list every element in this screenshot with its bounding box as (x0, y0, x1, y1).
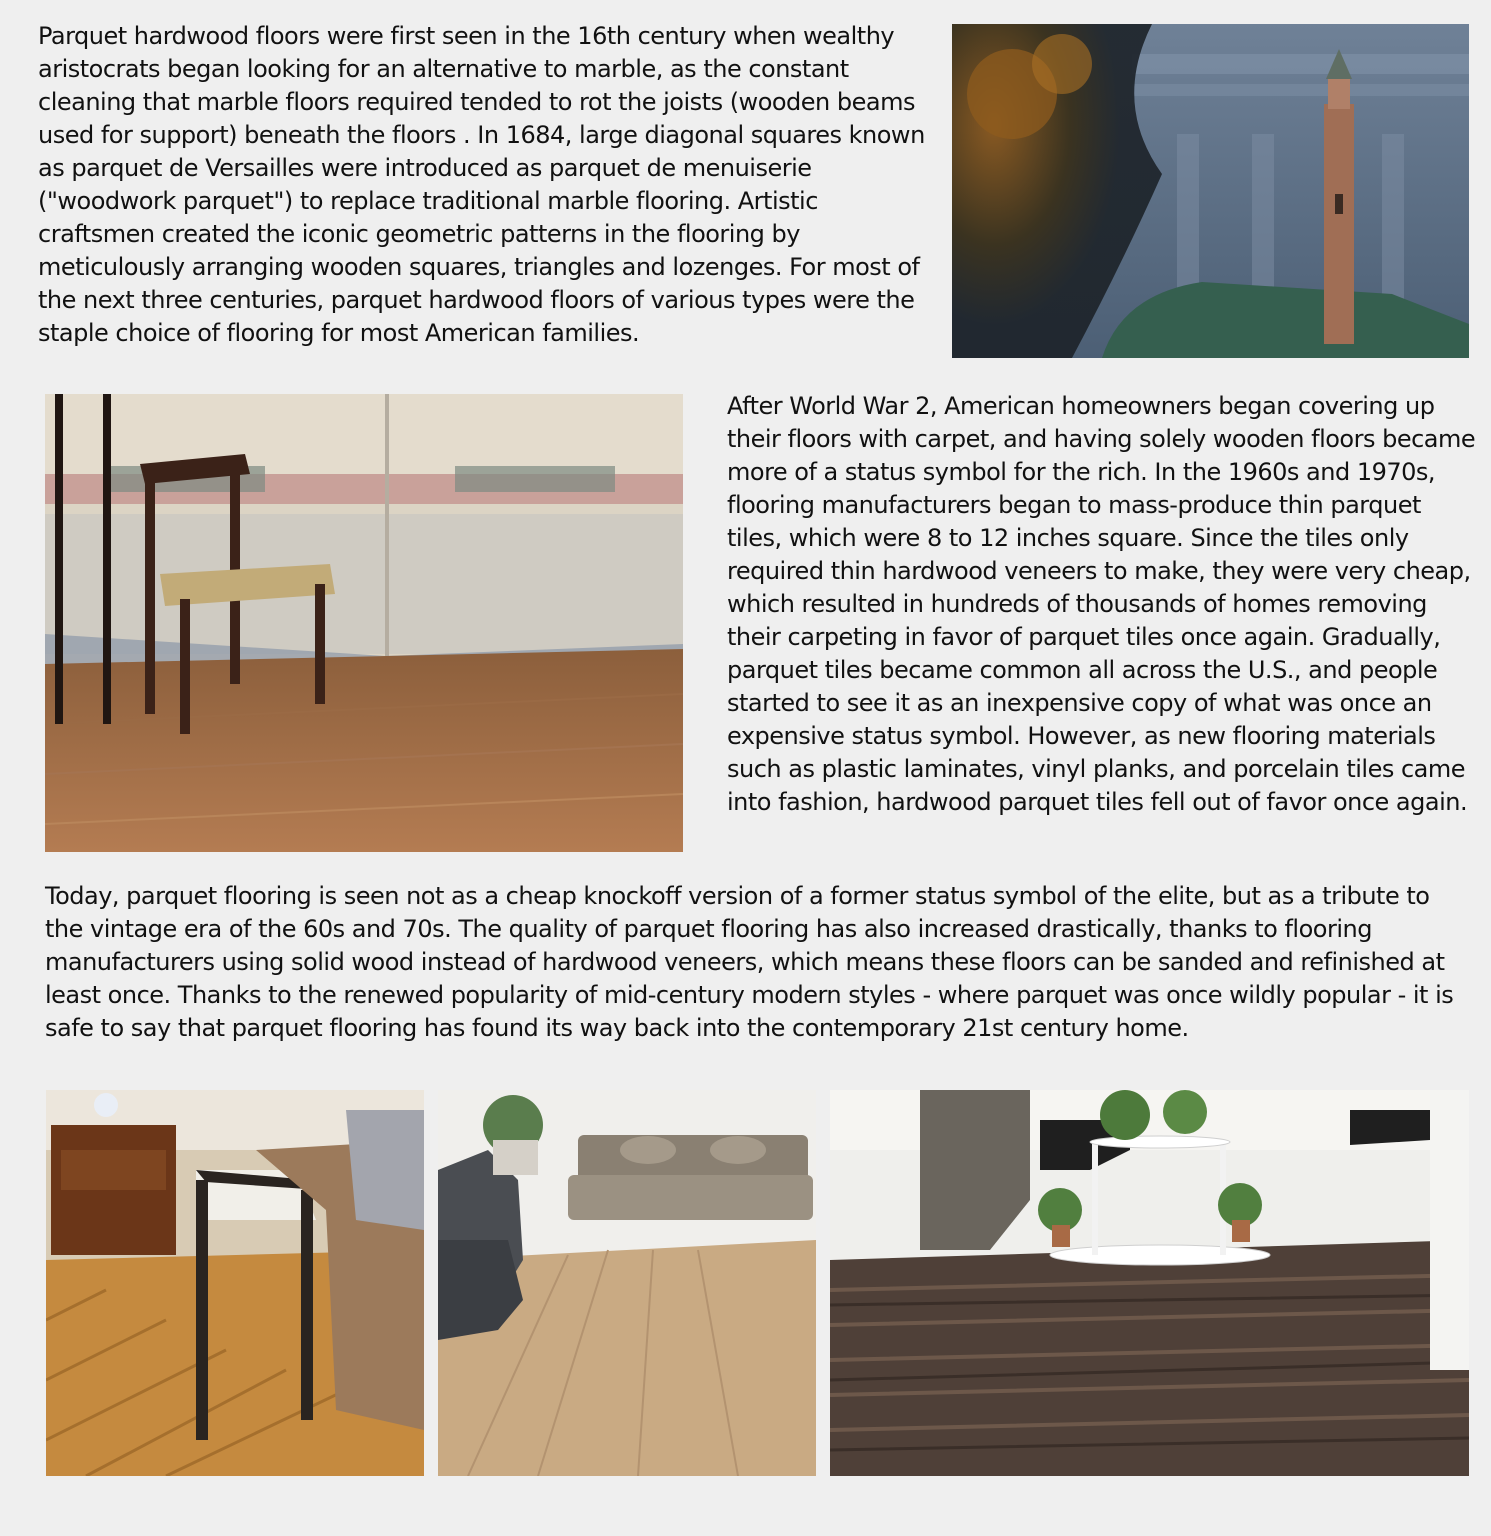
plant-stand-dark-floor-photo (830, 1090, 1469, 1476)
postwar-paragraph: After World War 2, American homeowners began covering up their floors with carpet, and having solely wooden floors became more of a status symbol for the rich. In the 1960s and 1970s, flooring manufacturers began to mass-produce thin parquet tiles, which were 8 to 12 inches square. Since the tiles only required thin hardwood veneers to make, they were very cheap, which resulted in hundreds of thousands of homes removing their carpeting in favor of parquet tiles once again. Gradually, parquet tiles became common all across the U.S., and people started to see it as an inexpensive copy of what was once an expensive status symbol. However, as new flooring materials such as plastic laminates, vinyl planks, and porcelain tiles came into fashion, hardwood parquet tiles fell out of favor once again. (727, 392, 1476, 816)
today-paragraph: Today, parquet flooring is seen not as a cheap knockoff version of a former status symbol of the elite, but as a tribute to the vintage era of the 60s and 70s. The quality of parquet flooring has also increased drastically, thanks to flooring manufacturers using solid wood instead of hardwood veneers, which means these floors can be sanded and refinished at least once. Thanks to the renewed popularity of mid-century modern styles - where parquet was once wildly popular - it is safe to say that parquet flooring has found its way back into the contemporary 21st century home. (45, 882, 1454, 1042)
herringbone-living-room-photo (46, 1090, 424, 1476)
antique-chair-room-photo (45, 394, 683, 852)
history-paragraph: Parquet hardwood floors were first seen in the 16th century when wealthy aristocrats began looking for an alternative to marble, as the constant cleaning that marble floors required tended to rot the joists (wooden beams used for support) beneath the floors . In 1684, large diagonal squares known as parquet de Versailles were introduced as parquet de menuiserie ("woodwork parquet") to replace traditional marble flooring. Artistic craftsmen created the iconic geometric patterns in the flooring by meticulously arranging wooden squares, triangles and lozenges. For most of the next three centuries, parquet hardwood floors of various types were the staple choice of flooring for most American families. (38, 22, 925, 347)
sofa-light-oak-floor-photo (438, 1090, 816, 1476)
clock-tower-photo (952, 24, 1469, 358)
